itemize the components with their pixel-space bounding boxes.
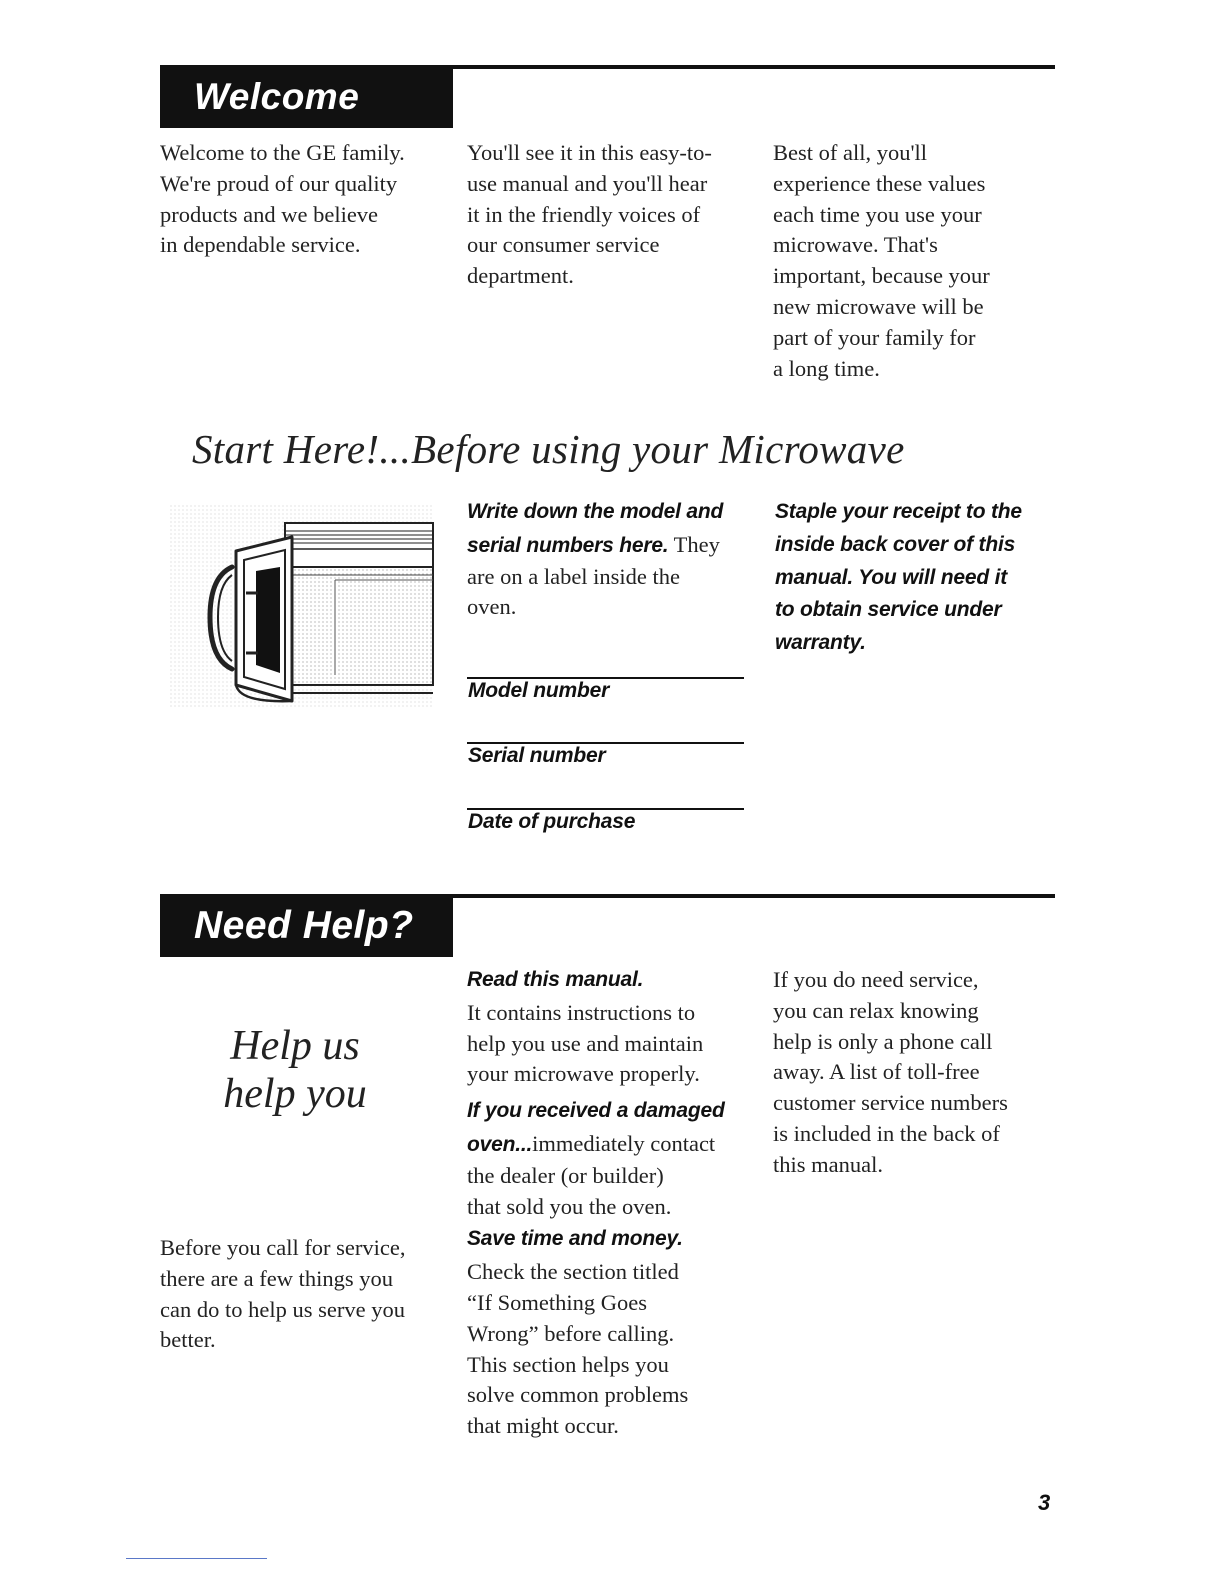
text-line: better. bbox=[160, 1327, 216, 1353]
serial-number-label: Serial number bbox=[468, 744, 606, 767]
text-line: use manual and you'll hear bbox=[467, 170, 708, 196]
staple-line: warranty. bbox=[775, 631, 866, 655]
page-number: 3 bbox=[1038, 1490, 1051, 1515]
text-line: your microwave properly. bbox=[467, 1061, 700, 1087]
text-line: Wrong” before calling. bbox=[467, 1320, 675, 1346]
welcome-column-1 bbox=[160, 138, 450, 261]
text-line: are on a label inside the bbox=[467, 563, 681, 589]
help-us-help-you bbox=[160, 1022, 430, 1118]
microwave-open-door-icon bbox=[170, 505, 435, 710]
welcome-section-tab bbox=[160, 65, 453, 128]
welcome-column-3 bbox=[773, 138, 1063, 384]
staple-line: to obtain service under bbox=[775, 598, 1002, 622]
text-line: can do to help us serve you bbox=[160, 1296, 405, 1322]
text-line: Before you call for service, bbox=[160, 1235, 406, 1260]
text-line: a long time. bbox=[773, 355, 880, 381]
text-line: each time you use your bbox=[773, 201, 982, 227]
need-help-tab-label: Need Help? bbox=[194, 903, 414, 947]
damaged-oven-heading: If you received a damaged bbox=[467, 1099, 725, 1123]
need-help-section-tab bbox=[160, 894, 453, 957]
save-time-heading: Save time and money. bbox=[467, 1227, 683, 1251]
text-line: away. A list of toll-free bbox=[773, 1059, 980, 1085]
text-line: this manual. bbox=[773, 1151, 883, 1177]
write-down-heading: Write down the model and bbox=[467, 500, 724, 523]
text-line: help is only a phone call bbox=[773, 1028, 993, 1054]
write-down-text: They bbox=[668, 531, 720, 557]
damaged-oven-heading-cont: oven... bbox=[467, 1132, 533, 1156]
text-line: solve common problems bbox=[467, 1382, 689, 1408]
text-line: there are a few things you bbox=[160, 1265, 394, 1291]
model-number-label: Model number bbox=[468, 679, 610, 702]
text-line: products and we believe bbox=[160, 201, 379, 227]
text-line: “If Something Goes bbox=[467, 1289, 647, 1315]
date-of-purchase-label: Date of purchase bbox=[468, 810, 636, 833]
text-line: it in the friendly voices of bbox=[467, 201, 701, 227]
text-line: Best of all, you'll bbox=[773, 140, 928, 165]
welcome-tab-label: Welcome bbox=[194, 75, 360, 117]
staple-line: inside back cover of this bbox=[775, 532, 1016, 556]
text-line: experience these values bbox=[773, 170, 986, 196]
text-line: Check the section titled bbox=[467, 1259, 679, 1285]
text-line: We're proud of our quality bbox=[160, 170, 398, 196]
text-line: is included in the back of bbox=[773, 1120, 1000, 1146]
staple-line: manual. You will need it bbox=[775, 565, 1008, 589]
start-here-title: Start Here!...Before using your Microwave bbox=[192, 426, 905, 472]
text-line: This section helps you bbox=[467, 1351, 669, 1377]
text-line: important, because your bbox=[773, 263, 990, 289]
text-line: It contains instructions to bbox=[467, 999, 696, 1025]
text-line: oven. bbox=[467, 594, 517, 620]
text-line: new microwave will be bbox=[773, 293, 984, 319]
write-down-heading-cont: serial numbers here. bbox=[467, 533, 669, 557]
script-line: help you bbox=[223, 1071, 367, 1117]
text-line: If you do need service, bbox=[773, 967, 979, 992]
service-info-column bbox=[773, 965, 1063, 1181]
damaged-text: immediately contact bbox=[532, 1130, 716, 1156]
staple-line: Staple your receipt to the bbox=[775, 500, 1022, 523]
text-line: microwave. That's bbox=[773, 232, 938, 258]
staple-receipt-note bbox=[775, 497, 1055, 661]
welcome-column-2 bbox=[467, 138, 757, 292]
text-line: that sold you the oven. bbox=[467, 1193, 672, 1219]
text-line: you can relax knowing bbox=[773, 997, 979, 1023]
text-line: You'll see it in this easy-to- bbox=[467, 140, 712, 165]
text-line: that might occur. bbox=[467, 1413, 619, 1439]
write-down-instructions bbox=[467, 497, 747, 623]
text-line: department. bbox=[467, 263, 574, 289]
text-line: part of your family for bbox=[773, 324, 976, 350]
text-line: in dependable service. bbox=[160, 232, 361, 258]
text-line: customer service numbers bbox=[773, 1090, 1008, 1116]
footer-divider bbox=[126, 1558, 267, 1559]
before-you-call-text bbox=[160, 1233, 455, 1356]
script-line: Help us bbox=[230, 1023, 360, 1069]
text-line: Welcome to the GE family. bbox=[160, 140, 405, 165]
read-manual-heading: Read this manual. bbox=[467, 968, 644, 991]
text-line: help you use and maintain bbox=[467, 1030, 704, 1056]
text-line: our consumer service bbox=[467, 232, 660, 258]
text-line: the dealer (or builder) bbox=[467, 1162, 664, 1188]
help-tips-column bbox=[467, 965, 757, 1442]
